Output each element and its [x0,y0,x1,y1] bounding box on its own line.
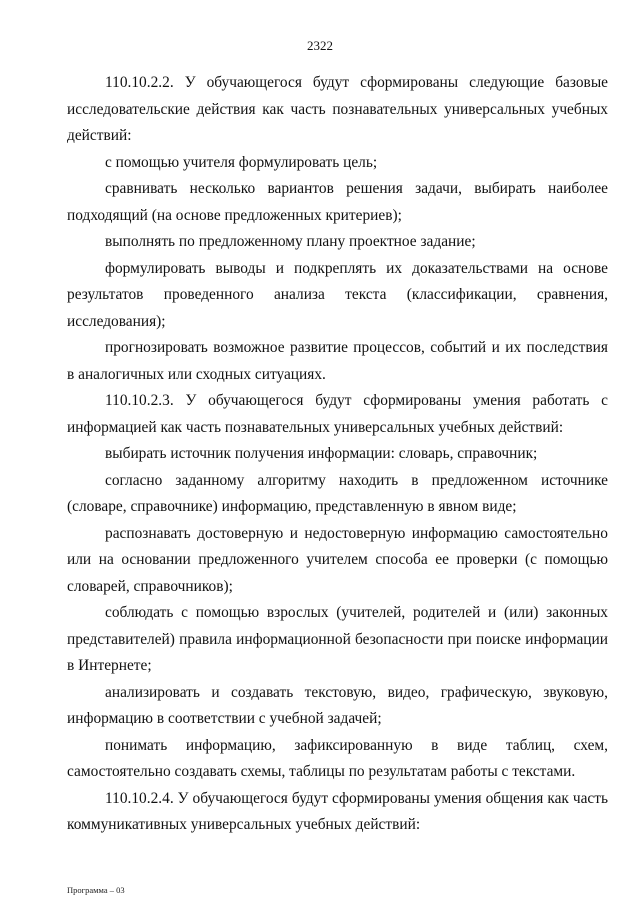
list-item: согласно заданному алгоритму находить в предложенном источнике (словаре, справочнике) информацию, представленную в явном виде; [67,471,608,515]
list-item: выполнять по предложенному плану проектное задание; [105,233,476,250]
list-item: соблюдать с помощью взрослых (учителей, родителей и (или) законных представителей) правила информационной безопасности при поиске информации в Интернете; [67,604,608,674]
list-item: прогнозировать возможное развитие процессов, событий и их последствия в аналогичных или сходных ситуациях. [67,339,608,383]
list-item: анализировать и создавать текстовую, видео, графическую, звуковую, информацию в соответствии с учебной задачей; [67,683,608,727]
list-item: с помощью учителя формулировать цель; [105,153,378,171]
paragraph-110-10-2-4: 110.10.2.4. У обучающегося будут сформированы умения общения как часть коммуникативных универсальных учебных действий: [67,789,608,833]
list-item: формулировать выводы и подкреплять их доказательствами на основе результатов проведенного анализа текста (классификации, сравнения, исследования); [67,259,608,330]
list-item: распознавать достоверную и недостоверную информацию самостоятельно или на основании предложенного учителем способа ее проверки (с помощью словарей, справочников); [67,524,608,595]
paragraph-110-10-2-2: 110.10.2.2. У обучающегося будут сформированы следующие базовые исследовательские действия как часть познавательных универсальных учебных действий: [67,74,608,144]
document-body [67,70,608,839]
page-number: 2322 [307,38,333,53]
page-footer: Программа – 03 [67,885,125,895]
list-item: понимать информацию, зафиксированную в виде таблиц, схем, самостоятельно создавать схемы, таблицы по результатам работы с текстами. [67,736,608,780]
paragraph-110-10-2-3: 110.10.2.3. У обучающегося будут сформированы умения работать с информацией как часть познавательных универсальных учебных действий: [67,392,608,436]
list-item: сравнивать несколько вариантов решения задачи, выбирать наиболее подходящий (на основе предложенных критериев); [67,180,608,224]
list-item: выбирать источник получения информации: словарь, справочник; [105,445,538,462]
